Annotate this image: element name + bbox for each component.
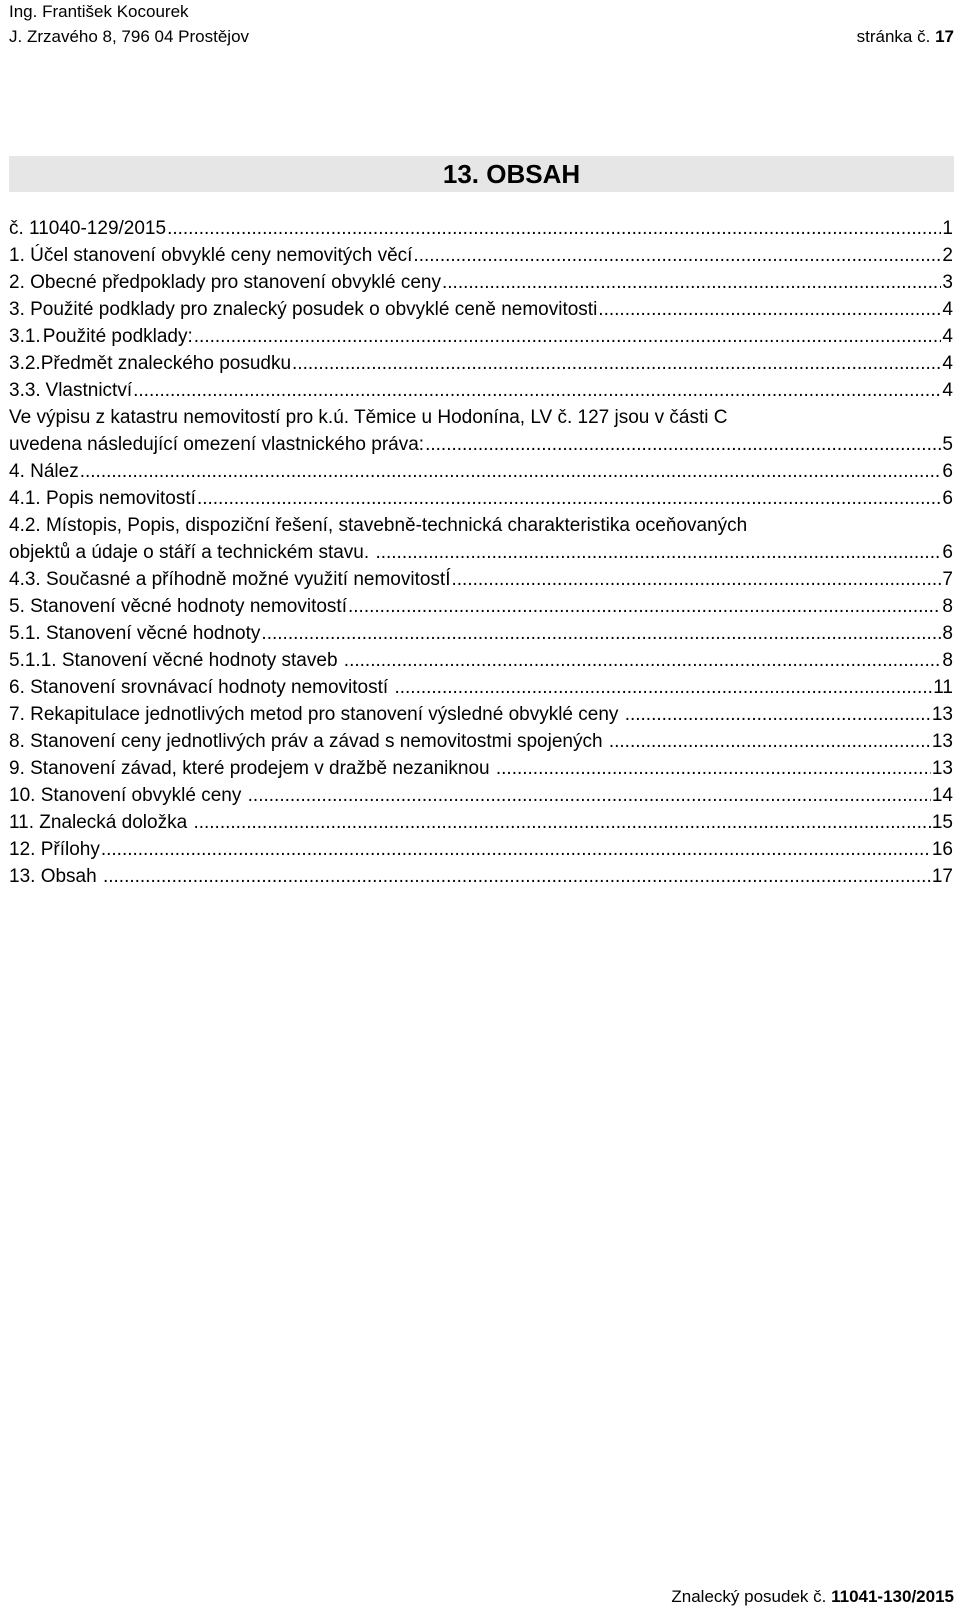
toc-entry-line — [9, 782, 953, 809]
section-title: 13. OBSAH — [442, 159, 581, 189]
toc-entry-page: 13 — [931, 704, 953, 725]
toc-entry-line — [9, 215, 953, 242]
toc-entry[interactable] — [9, 701, 953, 728]
header-author: Ing. František Kocourek — [9, 2, 189, 21]
page-footer — [671, 1584, 954, 1609]
toc-entry[interactable] — [9, 458, 953, 485]
toc-entry-line — [9, 242, 953, 269]
toc-entry-text: 5.1. Stanovení věcné hodnoty — [9, 623, 261, 644]
toc-entry-number: 3.2. — [9, 353, 41, 374]
toc-entry[interactable] — [9, 674, 953, 701]
toc-entry-line — [9, 485, 953, 512]
toc-dot-leader — [133, 377, 941, 404]
toc-entry-text: uvedena následující omezení vlastnického práva: — [9, 434, 425, 455]
toc-dot-leader — [193, 809, 930, 836]
toc-entry[interactable] — [9, 836, 953, 863]
header-address-row — [9, 24, 954, 49]
toc-entry-line — [9, 701, 953, 728]
toc-dot-leader — [442, 269, 941, 296]
toc-entry-page: 8 — [942, 623, 953, 644]
header-page-number: 17 — [935, 27, 954, 46]
toc-entry-line — [9, 458, 953, 485]
toc-entry-page: 15 — [931, 812, 953, 833]
toc-entry-line — [9, 539, 953, 566]
table-of-contents — [9, 215, 953, 890]
toc-entry-text: č. 11040-129/2015 — [9, 218, 167, 239]
toc-dot-leader — [167, 215, 941, 242]
toc-entry-line — [9, 863, 953, 890]
toc-entry[interactable] — [9, 377, 953, 404]
toc-entry-page: 8 — [942, 650, 953, 671]
toc-entry-text: 10. Stanovení obvyklé ceny — [9, 785, 247, 806]
toc-entry[interactable] — [9, 215, 953, 242]
toc-entry-text-line1: Ve výpisu z katastru nemovitostí pro k.ú. Těmice u Hodonína, LV č. 127 jsou v části C — [9, 407, 728, 428]
toc-entry-text: 2. Obecné předpoklady pro stanovení obvyklé ceny — [9, 272, 441, 293]
toc-entry-line — [9, 269, 953, 296]
toc-entry-text: Použité podklady: — [42, 326, 193, 347]
toc-entry-line — [9, 377, 953, 404]
toc-entry-page: 13 — [931, 731, 953, 752]
toc-dot-leader — [248, 782, 931, 809]
header-address: J. Zrzavého 8, 796 04 Prostějov — [9, 27, 250, 46]
toc-entry-page: 4 — [942, 299, 953, 320]
toc-entry-first-line — [9, 404, 953, 431]
toc-entry[interactable] — [9, 863, 953, 890]
toc-entry-page: 6 — [942, 542, 953, 563]
toc-entry-line — [9, 566, 953, 593]
toc-entry-text: Vlastnictví — [45, 380, 133, 401]
toc-dot-leader — [344, 647, 942, 674]
toc-entry-page: 5 — [942, 434, 953, 455]
toc-dot-leader — [103, 863, 931, 890]
footer-number: 11041-130/2015 — [831, 1587, 954, 1606]
toc-entry-page: 6 — [942, 461, 953, 482]
toc-entry-page: 8 — [942, 596, 953, 617]
toc-dot-leader — [451, 566, 941, 593]
toc-entry-text: 4.3. Současné a příhodně možné využití nemovitostÍ — [9, 569, 451, 590]
toc-entry-line — [9, 323, 953, 350]
toc-entry-page: 2 — [942, 245, 953, 266]
toc-entry-page: 14 — [931, 785, 953, 806]
toc-dot-leader — [375, 539, 941, 566]
toc-dot-leader — [598, 296, 941, 323]
toc-dot-leader — [348, 593, 941, 620]
toc-entry[interactable] — [9, 620, 953, 647]
toc-entry-text: 9. Stanovení závad, které prodejem v dražbě nezaniknou — [9, 758, 495, 779]
toc-entry[interactable] — [9, 323, 953, 350]
toc-entry-page: 4 — [942, 353, 953, 374]
toc-dot-leader — [625, 701, 931, 728]
toc-entry[interactable] — [9, 593, 953, 620]
toc-entry-page: 7 — [942, 569, 953, 590]
toc-dot-leader — [394, 674, 932, 701]
toc-entry[interactable] — [9, 350, 953, 377]
toc-entry[interactable] — [9, 485, 953, 512]
toc-entry-line — [9, 620, 953, 647]
toc-entry-page: 17 — [931, 866, 953, 887]
toc-entry-line — [9, 350, 953, 377]
toc-entry-text: 11. Znalecká doložka — [9, 812, 193, 833]
toc-dot-leader — [197, 485, 941, 512]
toc-entry-line — [9, 809, 953, 836]
toc-entry-line — [9, 728, 953, 755]
page-header — [9, 0, 954, 49]
toc-entry-text: objektů a údaje o stáří a technickém stavu. — [9, 542, 375, 563]
toc-entry-page: 13 — [931, 758, 953, 779]
toc-dot-leader — [194, 323, 942, 350]
toc-entry-page: 1 — [942, 218, 953, 239]
toc-entry-text: 7. Rekapitulace jednotlivých metod pro stanovení výsledné obvyklé ceny — [9, 704, 624, 725]
toc-entry[interactable] — [9, 755, 953, 782]
toc-entry-page: 11 — [933, 677, 953, 698]
toc-dot-leader — [496, 755, 931, 782]
toc-entry-text-line1: 4.2. Místopis, Popis, dispoziční řešení, stavebně-technická charakteristika oceňovaných — [9, 515, 748, 536]
toc-entry-number: 3.1. — [9, 326, 41, 347]
toc-entry-line — [9, 431, 953, 458]
toc-entry[interactable] — [9, 782, 953, 809]
toc-entry-line — [9, 755, 953, 782]
toc-entry-text: 8. Stanovení ceny jednotlivých práv a závad s nemovitostmi spojených — [9, 731, 608, 752]
toc-entry-page: 4 — [942, 380, 953, 401]
toc-dot-leader — [261, 620, 941, 647]
toc-entry-line — [9, 674, 953, 701]
toc-entry-text: 12. Přílohy — [9, 839, 100, 860]
footer-label: Znalecký posudek č. — [671, 1587, 827, 1606]
toc-entry-number: 3.3. — [9, 380, 41, 401]
toc-entry-line — [9, 836, 953, 863]
toc-entry[interactable] — [9, 809, 953, 836]
toc-entry-line — [9, 647, 953, 674]
toc-entry[interactable] — [9, 566, 953, 593]
toc-dot-leader — [413, 242, 941, 269]
toc-entry-text: 5.1.1. Stanovení věcné hodnoty staveb — [9, 650, 343, 671]
toc-dot-leader — [425, 431, 941, 458]
toc-dot-leader — [292, 350, 941, 377]
toc-entry-text: Předmět znaleckého posudku — [40, 353, 292, 374]
toc-entry-text: 13. Obsah — [9, 866, 102, 887]
section-heading-box — [9, 156, 954, 192]
toc-entry-text: 1. Účel stanovení obvyklé ceny nemovitých věcí — [9, 245, 413, 266]
toc-entry-text: 4. Nález — [9, 461, 79, 482]
toc-dot-leader — [101, 836, 931, 863]
toc-entry-line — [9, 296, 953, 323]
toc-entry[interactable] — [9, 242, 953, 269]
toc-entry[interactable] — [9, 512, 953, 566]
toc-entry[interactable] — [9, 647, 953, 674]
toc-entry[interactable] — [9, 296, 953, 323]
header-page-label: stránka č. — [856, 27, 931, 46]
toc-entry-page: 4 — [942, 326, 953, 347]
toc-entry-page: 16 — [931, 839, 953, 860]
toc-entry-text: 4.1. Popis nemovitostí — [9, 488, 196, 509]
toc-entry-page: 6 — [942, 488, 953, 509]
toc-entry[interactable] — [9, 269, 953, 296]
toc-dot-leader — [80, 458, 942, 485]
toc-dot-leader — [609, 728, 931, 755]
toc-entry-text: 3. Použité podklady pro znalecký posudek o obvyklé ceně nemovitosti — [9, 299, 598, 320]
toc-entry[interactable] — [9, 728, 953, 755]
header-page-indicator — [857, 24, 954, 49]
toc-entry-first-line — [9, 512, 953, 539]
toc-entry-page: 3 — [942, 272, 953, 293]
toc-entry[interactable] — [9, 404, 953, 458]
toc-entry-text: 5. Stanovení věcné hodnoty nemovitostí — [9, 596, 347, 617]
toc-entry-line — [9, 593, 953, 620]
toc-entry-text: 6. Stanovení srovnávací hodnoty nemovitostí — [9, 677, 394, 698]
